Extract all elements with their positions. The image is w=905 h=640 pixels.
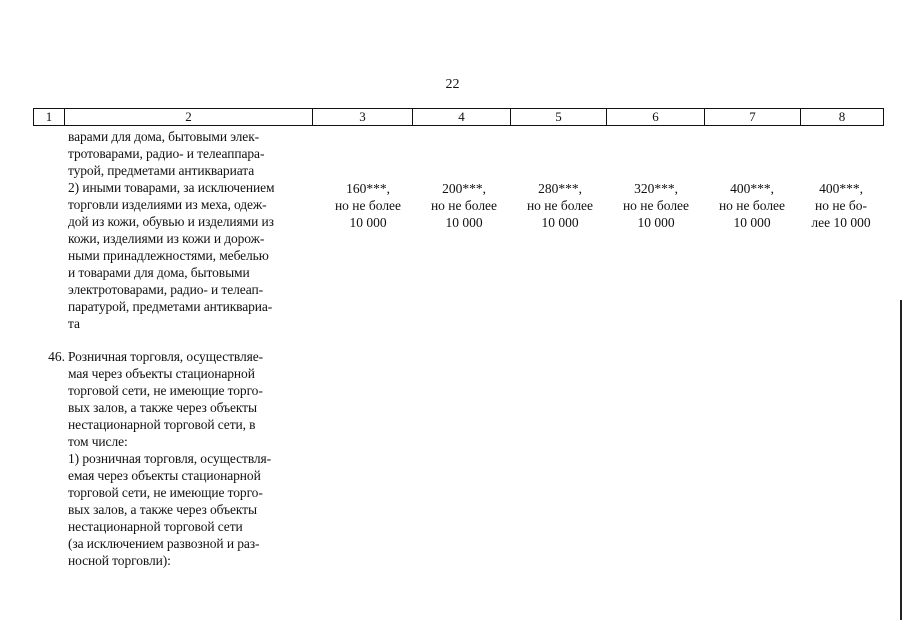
column-header-8: 8: [838, 109, 846, 124]
column-header-6: 6: [607, 109, 705, 125]
column-header-5: 5: [511, 109, 607, 125]
table-header-row: [33, 108, 884, 126]
row-continuation-description: варами для дома, бытовыми элек- тротоварами, радио- и телеаппара- турой, предметами антиквариата 2) иными товарами, за исключением торговли изделиями из меха, одеж- дой из кожи, обувью и изделиями из кожи, изделиями из кожи и дорож- ными принадлежностями, мебелью и товарами для дома, бытовыми электротоварами, радио- и телеап- паратурой, предметами антиквариа- та: [68, 129, 275, 331]
column-header-7: 7: [705, 109, 801, 125]
rate-cell-col6: 320***, но не более 10 000: [622, 181, 690, 230]
column-header-1: 1: [34, 109, 65, 125]
row-46-number: 46.: [48, 349, 65, 364]
row-46-description: Розничная торговля, осуществляе- мая через объекты стационарной торговой сети, не имеющие торго- вых залов, а также через объекты нестационарной торговой сети, в том числе: 1) розничная торговля, осуществля- емая через объекты стационарной торговой сети, не имеющие торго- вых залов, а также через объекты нестационарной торговой сети (за исключением развозной и раз- носной торговли):: [68, 349, 272, 568]
column-header-2: 2: [65, 109, 313, 125]
column-header-3: 3: [313, 109, 413, 125]
rate-cell-col4: 200***, но не более 10 000: [430, 181, 498, 230]
scan-edge-line: [900, 300, 902, 620]
rate-cell-col3: 160***, но не более 10 000: [334, 181, 402, 230]
column-header-4: 4: [413, 109, 511, 125]
rate-cell-col5: 280***, но не более 10 000: [526, 181, 594, 230]
rate-cell-col8: 400***, но не бо- лее 10 000: [811, 181, 871, 230]
rate-cell-col7: 400***, но не более 10 000: [718, 181, 786, 230]
page-number: 22: [445, 77, 460, 92]
